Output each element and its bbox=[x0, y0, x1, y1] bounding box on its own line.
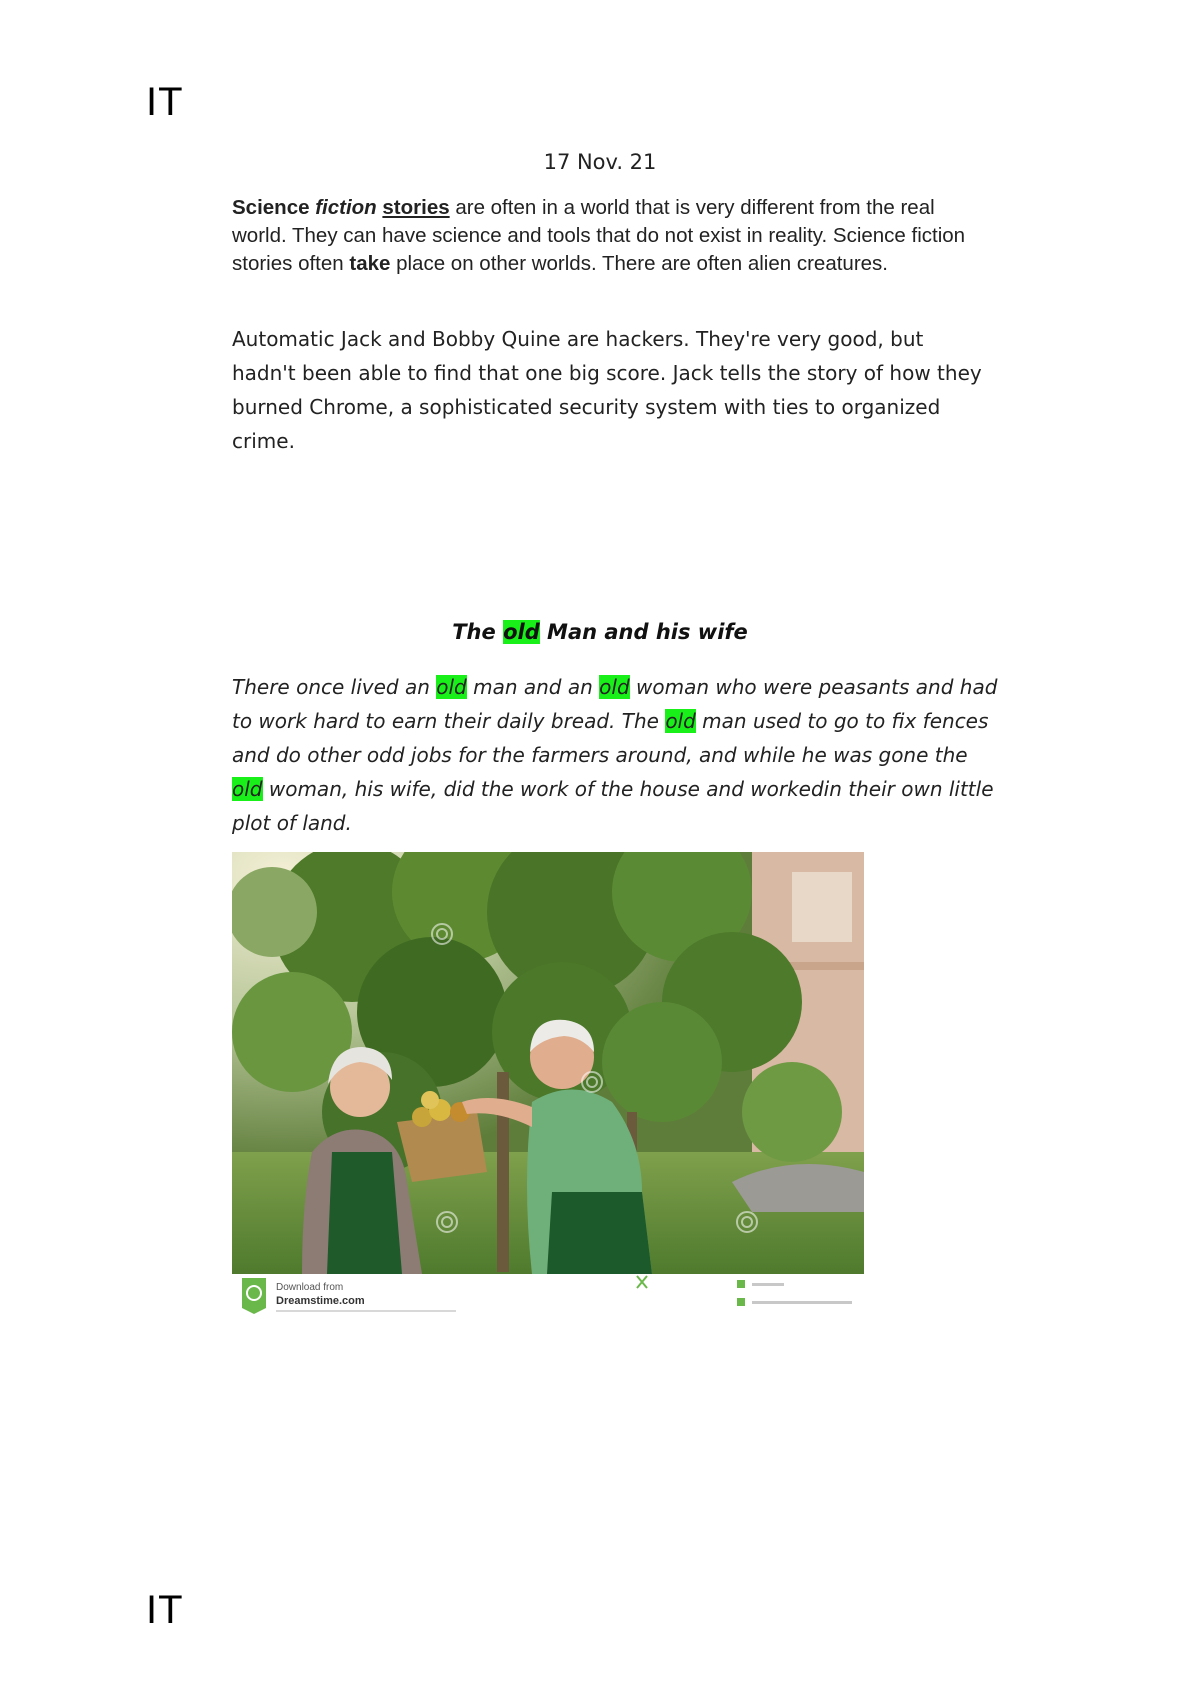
story-text-5: woman, his wife, did the work of the house and workedin their own little plot of land. bbox=[232, 777, 994, 835]
banner-line-2: Dreamstime.com bbox=[276, 1295, 365, 1307]
id-square-icon bbox=[737, 1280, 745, 1288]
story-highlight-old-2: old bbox=[599, 675, 630, 699]
para1-text-1: are often in a world that is very different from the real world. They can have science and tools that do not exist in reality. Science fiction stories often bbox=[232, 196, 966, 275]
paragraph-hackers: Automatic Jack and Bobby Quine are hackers. They're very good, but hadn't been able to find that one big score. Jack tells the story of how they burned Chrome, a sophisticated security system with ties to organized crime. bbox=[232, 327, 982, 453]
story-title bbox=[0, 620, 1200, 644]
story-text-3: woman who were peasants and had to work hard to earn their daily bread. The bbox=[232, 675, 998, 733]
title-part-2: Man and his wife bbox=[539, 620, 748, 644]
story-paragraph bbox=[232, 670, 1002, 840]
dreamstime-logo-icon bbox=[242, 1278, 266, 1314]
word-fiction: fiction bbox=[315, 196, 377, 219]
para1-text-2: place on other worlds. There are often alien creatures. bbox=[390, 252, 889, 275]
header-label-top: IT bbox=[146, 80, 184, 124]
word-stories: stories bbox=[382, 196, 450, 219]
paragraph-science-fiction bbox=[232, 194, 992, 278]
story-highlight-old-4: old bbox=[232, 777, 263, 801]
story-highlight-old-1: old bbox=[436, 675, 467, 699]
story-highlight-old-3: old bbox=[665, 709, 696, 733]
document-date: 17 Nov. 21 bbox=[543, 150, 657, 174]
word-take: take bbox=[349, 252, 391, 275]
banner-line-1: Download from bbox=[276, 1282, 344, 1293]
elderly-couple-garden-photo bbox=[232, 852, 864, 1316]
title-part-1: The bbox=[452, 620, 504, 644]
word-science: Science bbox=[232, 196, 310, 219]
story-text-2: man and an bbox=[466, 675, 600, 699]
story-text-1: There once lived an bbox=[232, 675, 437, 699]
author-square-icon bbox=[737, 1298, 745, 1306]
story-text-4: man used to go to fix fences and do other odd jobs for the farmers around, and while he was gone the bbox=[232, 709, 989, 767]
title-highlight-old: old bbox=[503, 620, 540, 644]
header-label-bottom: IT bbox=[146, 1588, 184, 1632]
